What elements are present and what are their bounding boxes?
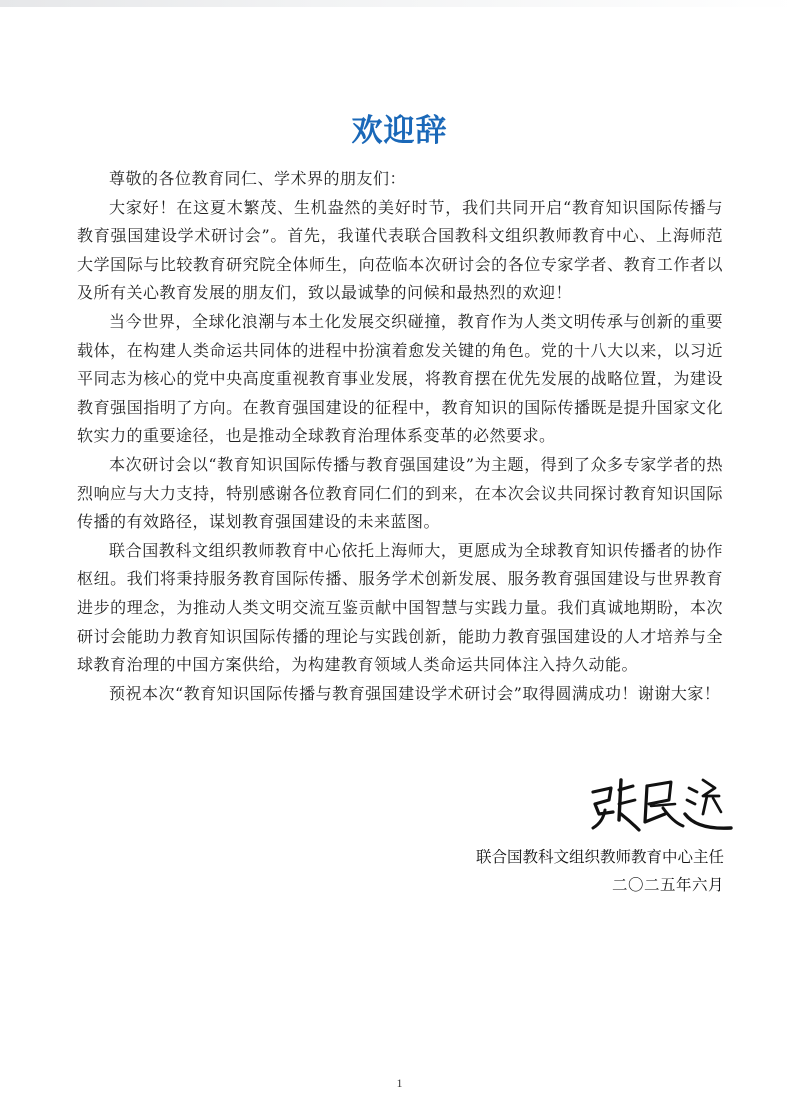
context-paragraph: 当今世界，全球化浪潮与本土化发展交织碰撞，教育作为人类文明传承与创新的重要载体，在构建人类命运共同体的进程中扮演着愈发关键的角色。党的十八大以来，以习近平同志为核心的党中央高度重视教育事业发展，将教育摆在优先发展的战略位置，为建设教育强国指明了方向。在教育强国建设的征程中，教育知识的国际传播既是提升国家文化软实力的重要途径，也是推动全球教育治理体系变革的必然要求。	[77, 311, 723, 446]
closing-wish-paragraph: 预祝本次“教育知识国际传播与教育强国建设学术研讨会”取得圆满成功！谢谢大家！	[109, 683, 721, 703]
greeting-paragraph: 大家好！在这夏木繁茂、生机盎然的美好时节，我们共同开启“教育知识国际传播与教育强国建设学术研讨会”。首先，我谨代表联合国教科文组织教师教育中心、上海师范大学国际与比较教育研究院全体师生，向莅临本次研讨会的各位专家学者、教育工作者以及所有关心教育发展的朋友们，致以最诚挚的问候和最热烈的欢迎！	[77, 197, 723, 303]
signatory-title: 联合国教科文组织教师教育中心主任	[475, 848, 724, 866]
signing-date: 二〇二五年六月	[611, 876, 724, 894]
salutation-paragraph: 尊敬的各位教育同仁、学术界的朋友们：	[109, 169, 407, 188]
theme-paragraph: 本次研讨会以“教育知识国际传播与教育强国建设”为主题，得到了众多专家学者的热烈响应与大力支持，特别感谢各位教育同仁们的到来，在本次会议共同探讨教育知识国际传播的有效路径，谋划教育强国建设的未来蓝图。	[77, 454, 723, 532]
mission-paragraph: 联合国教科文组织教师教育中心依托上海师大，更愿成为全球教育知识传播者的协作枢纽。我们将秉持服务教育国际传播、服务学术创新发展、服务教育强国建设与世界教育进步的理念，为推动人类文明交流互鉴贡献中国智慧与实践力量。我们真诚地期盼，本次研讨会能助力教育知识国际传播的理论与实践创新，能助力教育强国建设的人才培养与全球教育治理的中国方案供给，为构建教育领域人类命运共同体注入持久动能。	[77, 540, 723, 675]
letter-body	[77, 165, 723, 708]
handwritten-signature	[585, 770, 735, 836]
document-title: 欢迎辞	[351, 113, 448, 149]
page-number: 1	[396, 1076, 403, 1090]
